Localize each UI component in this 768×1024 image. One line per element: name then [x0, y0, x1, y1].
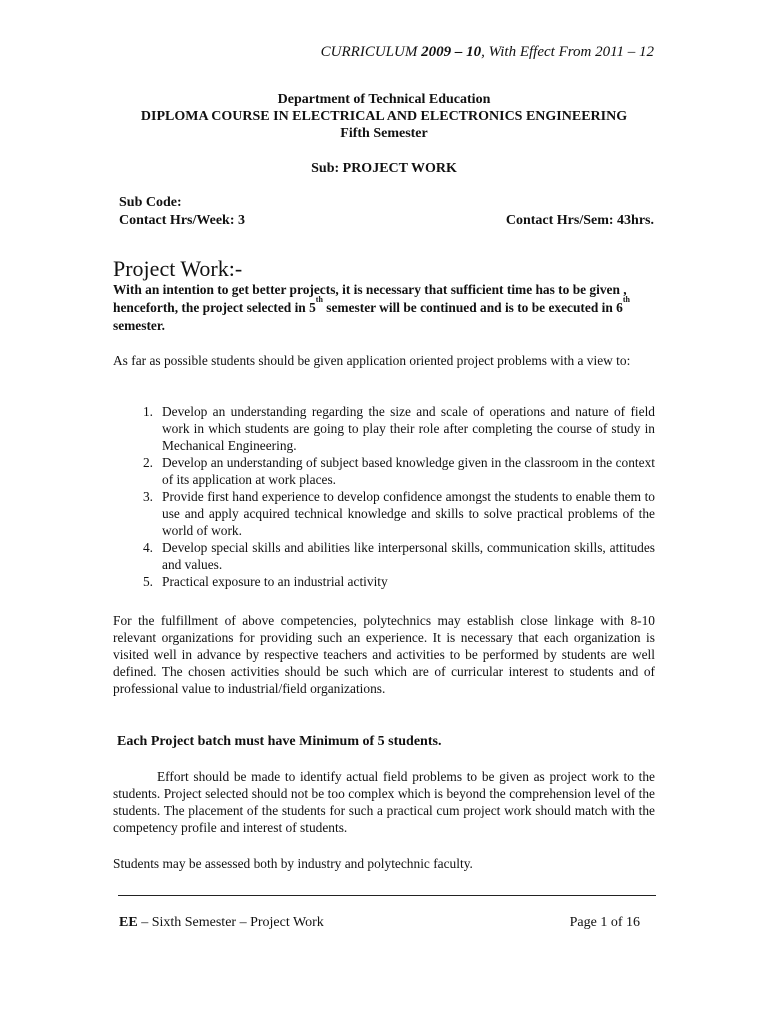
- list-item: [133, 539, 655, 573]
- list-item: [133, 403, 655, 454]
- sub-code: Sub Code:: [119, 195, 182, 210]
- list-item: [133, 573, 655, 590]
- semester-title: Fifth Semester: [340, 126, 428, 141]
- list-item-number: 4.: [142, 540, 153, 555]
- list-item-text: Practical exposure to an industrial activity: [162, 574, 388, 589]
- paragraph-assessment: Students may be assessed both by industry and polytechnic faculty.: [113, 856, 473, 871]
- contact-hrs-sem: Contact Hrs/Sem: 43hrs.: [505, 213, 654, 228]
- objectives-list: [133, 403, 655, 590]
- intro-superscript-1: th: [315, 295, 323, 304]
- section-title-text: Project Work:: [113, 256, 235, 281]
- section-title-suffix: -: [234, 256, 243, 281]
- course-title: DIPLOMA COURSE IN ELECTRICAL AND ELECTRONICS ENGINEERING: [140, 109, 628, 124]
- running-header: [321, 44, 654, 61]
- list-item-number: 2.: [142, 455, 153, 470]
- list-item: [133, 454, 655, 488]
- list-item-number: 3.: [142, 489, 153, 504]
- list-item-text: Provide first hand experience to develop confidence amongst the students to enable them to use and apply acquired technical knowledge and skills to solve practical problems of the world of work.: [162, 489, 655, 538]
- list-item-number: 5.: [142, 574, 153, 589]
- header-suffix: , With Effect From 2011 – 12: [481, 44, 654, 60]
- footer-left: [119, 915, 324, 931]
- footer-branch: EE: [119, 915, 138, 930]
- paragraph-field-problems: Effort should be made to identify actual field problems to be given as project work to the students. Project selected should not be too complex which is beyond the comprehension level of the students. The placement of the students for such a practical cum project work should match with the competency profile and interest of students.: [113, 769, 655, 835]
- intro-text-2: semester will be continued and is to be executed in 6: [322, 300, 623, 315]
- list-item-number: 1.: [142, 404, 153, 419]
- list-item-text: Develop an understanding regarding the size and scale of operations and nature of field work in which students are going to play their role after completing the course of study in Mechanical Engineering.: [162, 404, 655, 453]
- footer-divider: [118, 895, 656, 896]
- header-prefix: CURRICULUM: [320, 44, 422, 60]
- page-number: Page 1 of 16: [569, 915, 640, 930]
- intro-superscript-2: th: [622, 295, 630, 304]
- intro-text-3: semester.: [113, 318, 165, 333]
- contact-hrs-week: Contact Hrs/Week: 3: [119, 213, 245, 228]
- section-title: [113, 256, 242, 282]
- subject-title: Sub: PROJECT WORK: [311, 161, 457, 176]
- list-item-text: Develop an understanding of subject based knowledge given in the classroom in the context of its application at work places.: [162, 455, 655, 487]
- header-years: 2009 – 10: [421, 44, 482, 60]
- batch-note: Each Project batch must have Minimum of 5 students.: [117, 734, 442, 749]
- list-item-text: Develop special skills and abilities like interpersonal skills, communication skills, attitudes and values.: [162, 540, 655, 572]
- department-title: Department of Technical Education: [277, 92, 491, 107]
- intro-paragraph: [113, 281, 655, 335]
- list-item: [133, 488, 655, 539]
- footer-description: – Sixth Semester – Project Work: [137, 915, 324, 930]
- paragraph-objectives-intro: As far as possible students should be given application oriented project problems with a view to:: [113, 353, 631, 368]
- intro-text-1: With an intention to get better projects, it is necessary that sufficient time has to be given , henceforth, the project selected in 5: [113, 282, 627, 315]
- paragraph-linkage: For the fulfillment of above competencies, polytechnics may establish close linkage with 8-10 relevant organizations for providing such an experience. It is necessary that each organization is visited well in advance by respective teachers and activities to be performed by students are well defined. The chosen activities should be such which are of curricular interest to students and of professional value to industrial/field organizations.: [113, 613, 655, 696]
